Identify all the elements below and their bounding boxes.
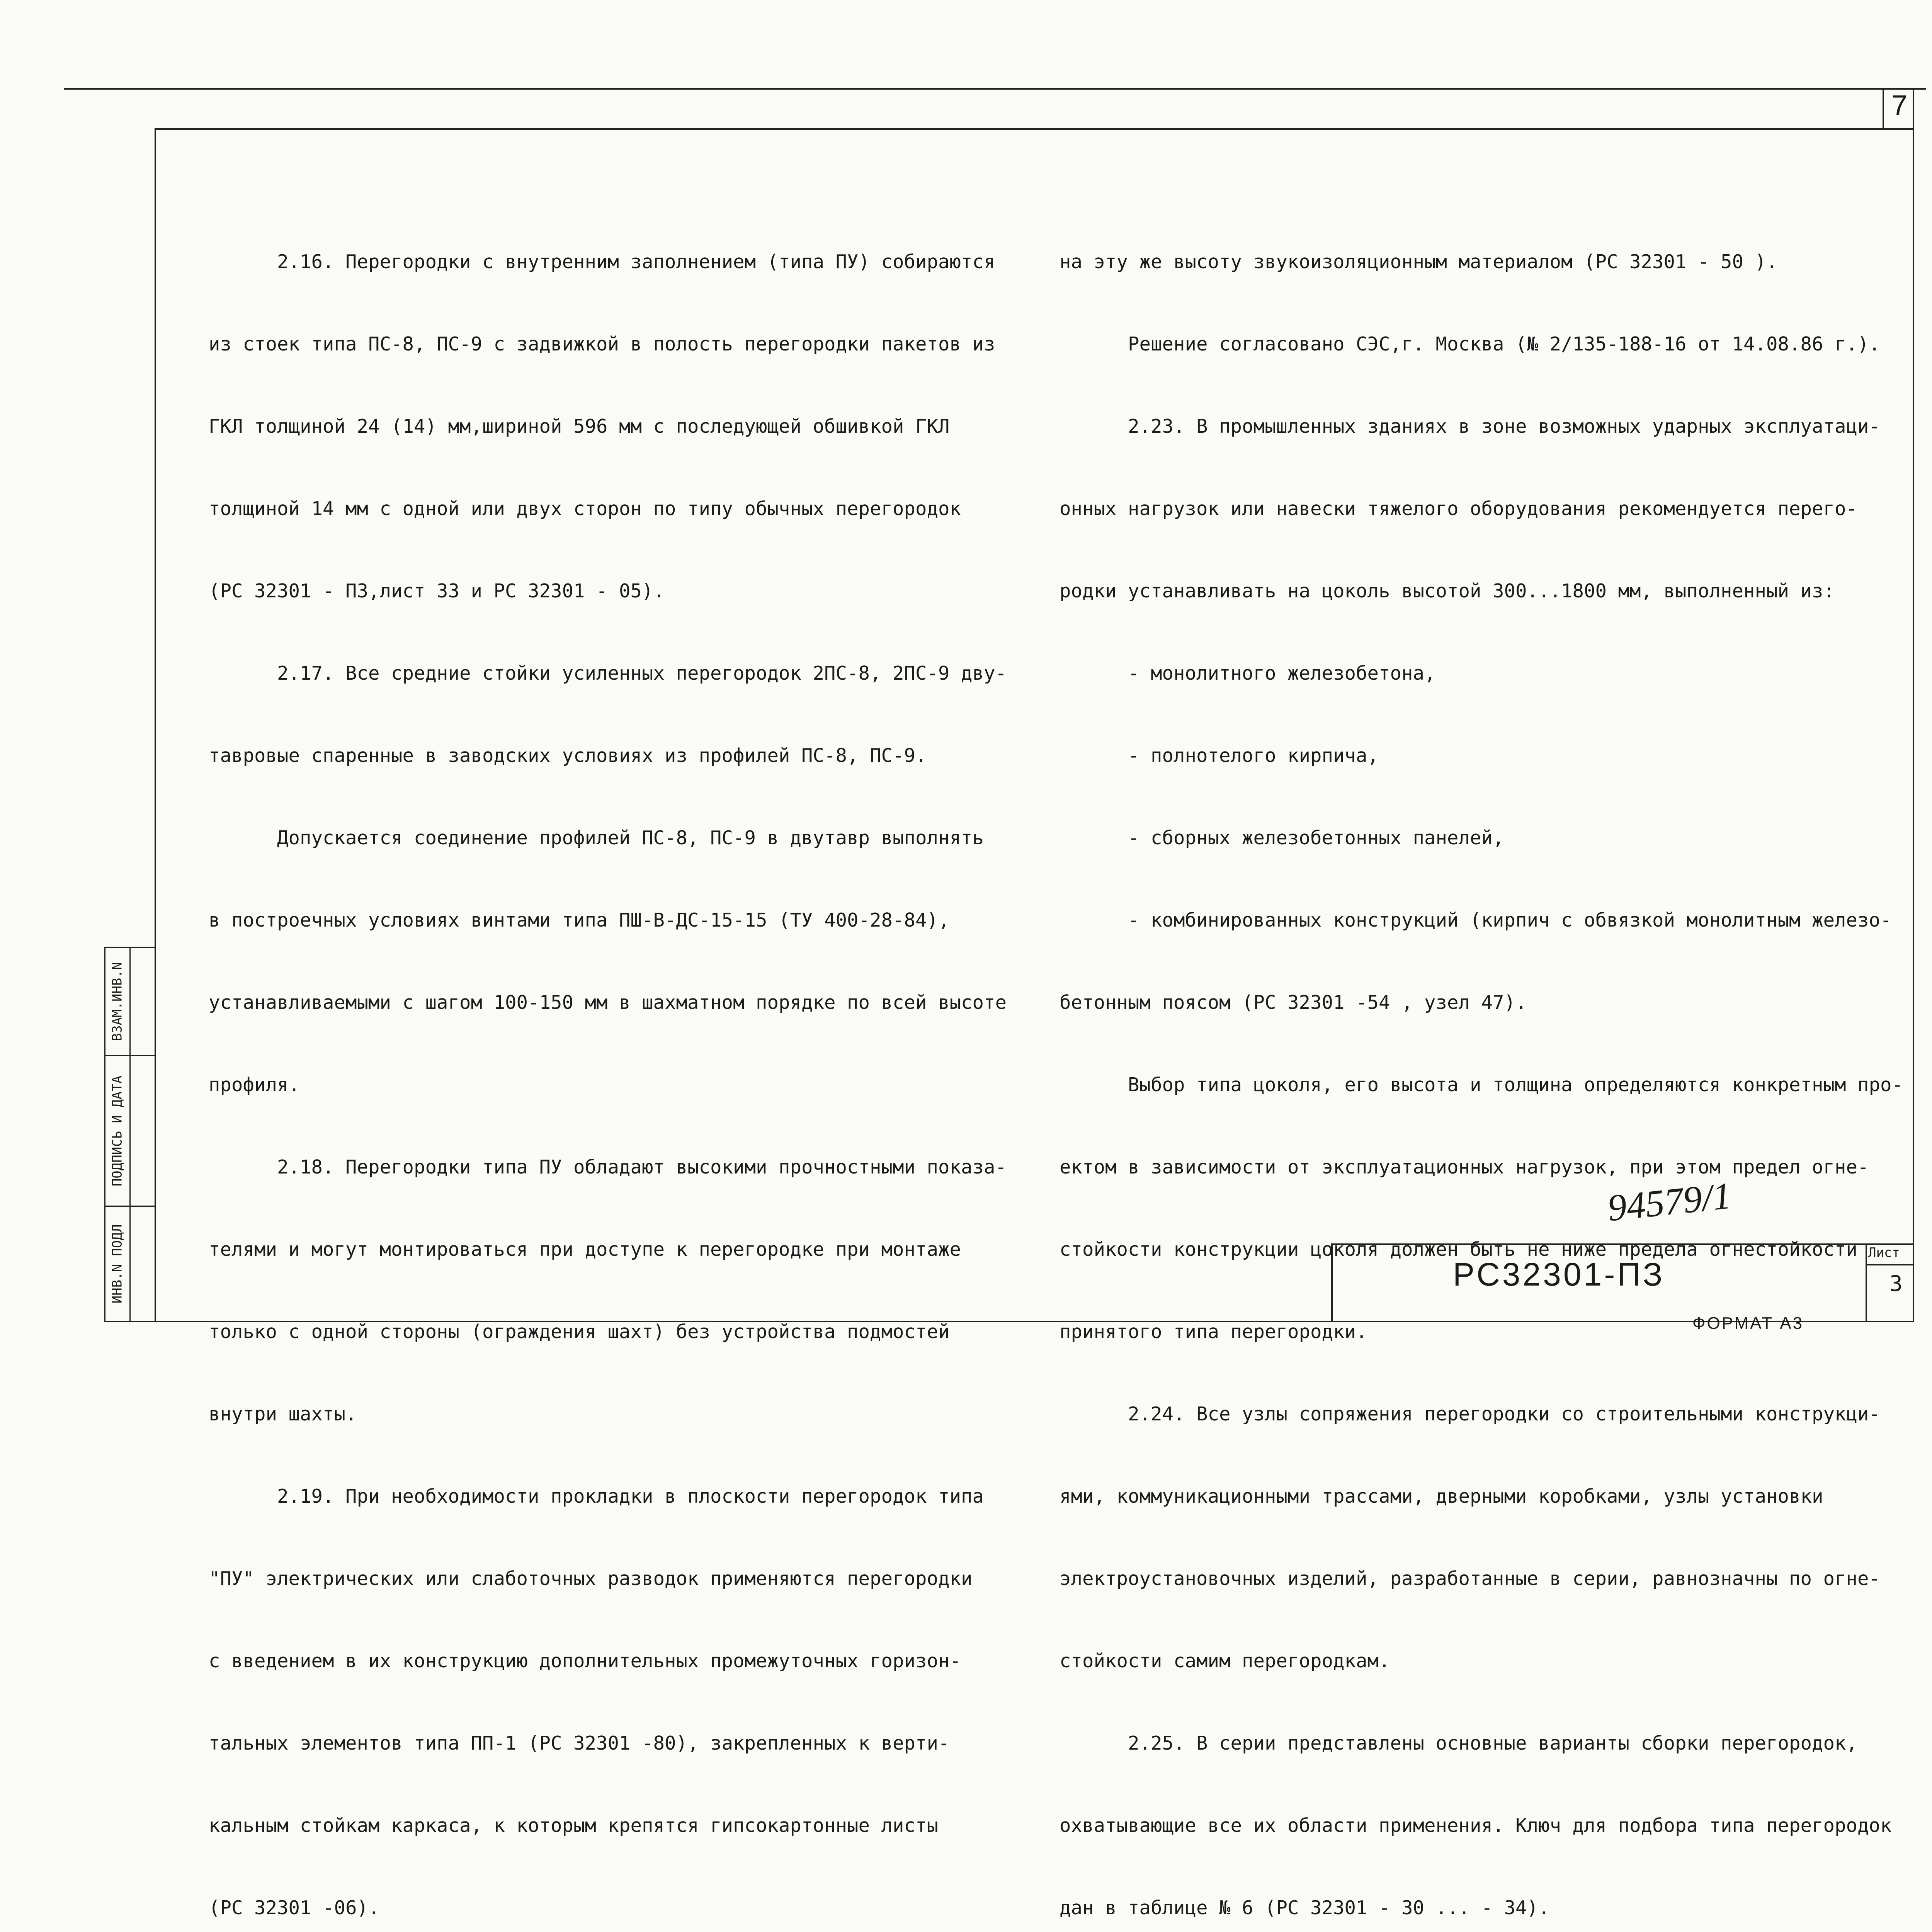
margin-label-replacement: ВЗАМ.ИНВ.N (109, 962, 125, 1041)
text-line: принятого типа перегородки. (1060, 1321, 1367, 1343)
inner-frame-top (155, 128, 1913, 130)
stamp-document-code: РС32301-ПЗ (1453, 1256, 1665, 1293)
text-line: 2.19. При необходимости прокладки в плоскости перегородок типа (209, 1485, 984, 1507)
handwritten-archive-number: 94579/1 (1605, 1175, 1733, 1230)
text-line: - монолитного железобетона, (1060, 662, 1436, 684)
text-line: Допускается соединение профилей ПС-8, ПС-9 в двутавр выполнять (209, 827, 984, 849)
text-line: тальных элементов типа ПП-1 (РС 32301 -80), закрепленных к верти- (209, 1732, 950, 1754)
text-line: устанавливаемыми с шагом 100-150 мм в шахматном порядке по всей высоте (209, 992, 1007, 1014)
text-line: 2.25. В серии представлены основные варианты сборки перегородок, (1060, 1732, 1858, 1754)
text-line: ГКЛ толщиной 24 (14) мм,шириной 596 мм с последующей обшивкой ГКЛ (209, 415, 950, 437)
text-line: 2.18. Перегородки типа ПУ обладают высокими прочностными показа- (209, 1156, 1007, 1178)
text-line: 2.17. Все средние стойки усиленных перегородок 2ПС-8, 2ПС-9 дву- (209, 662, 1007, 684)
right-column (1060, 193, 1910, 1932)
page-number: 7 (1891, 89, 1908, 121)
text-line: "ПУ" электрических или слаботочных разводок применяются перегородки (209, 1568, 973, 1590)
text-line: стойкости самим перегородкам. (1060, 1650, 1390, 1672)
text-line: только с одной стороны (ограждения шахт) без устройства подмостей (209, 1321, 950, 1343)
text-line: стойкости конструкции цоколя должен быть не ниже предела огнестойкости (1060, 1238, 1858, 1260)
text-line: 2.16. Перегородки с внутренним заполнением (типа ПУ) собираются (209, 251, 995, 273)
text-line: с введением в их конструкцию дополнительных промежуточных горизон- (209, 1650, 961, 1672)
text-line: дан в таблице № 6 (РС 32301 - 30 ... - 34). (1060, 1897, 1550, 1919)
text-line: Решение согласовано СЭС,г. Москва (№ 2/135-188-16 от 14.08.86 г.). (1060, 333, 1881, 355)
text-line: родки устанавливать на цоколь высотой 300...1800 мм, выполненный из: (1060, 580, 1835, 602)
stamp-sheet-label: Лист (1868, 1245, 1900, 1260)
text-line: кальным стойкам каркаса, к которым крепятся гипсокартонные листы (209, 1815, 939, 1837)
text-line: профиля. (209, 1074, 300, 1096)
margin-label-signature: ПОДПИСЬ И ДАТА (109, 1075, 125, 1186)
left-column (209, 193, 1012, 1932)
page-number-box-left (1883, 88, 1884, 128)
text-line: - комбинированных конструкций (кирпич с обвязкой монолитным железо- (1060, 909, 1892, 931)
text-line: (РС 32301 -06). (209, 1897, 380, 1919)
inner-frame-right (1913, 88, 1914, 1321)
text-line: 2.24. Все узлы сопряжения перегородки со строительными конструкци- (1060, 1403, 1881, 1425)
text-line: телями и могут монтироваться при доступе к перегородке при монтаже (209, 1238, 961, 1260)
text-line: на эту же высоту звукоизоляционным материалом (РС 32301 - 50 ). (1060, 251, 1778, 273)
text-line: онных нагрузок или навески тяжелого оборудования рекомендуется перего- (1060, 498, 1858, 520)
inner-frame-left (155, 128, 156, 1322)
text-line: ями, коммуникационными трассами, дверными коробками, узлы установки (1060, 1485, 1823, 1507)
stamp-sheet-number: 3 (1889, 1271, 1903, 1296)
text-line: внутри шахты. (209, 1403, 357, 1425)
outer-frame-top (64, 88, 1926, 90)
text-line: - сборных железобетонных панелей, (1060, 827, 1504, 849)
text-line: электроустановочных изделий, разработанные в серии, равнозначны по огне- (1060, 1568, 1881, 1590)
format-label: ФОРМАТ А3 (1692, 1314, 1804, 1333)
margin-strip-divider (129, 947, 131, 1321)
text-line: 2.23. В промышленных зданиях в зоне возможных ударных эксплуатаци- (1060, 415, 1881, 437)
text-line: тавровые спаренные в заводских условиях из профилей ПС-8, ПС-9. (209, 745, 927, 767)
text-line: - полнотелого кирпича, (1060, 745, 1379, 767)
text-line: толщиной 14 мм с одной или двух сторон по типу обычных перегородок (209, 498, 961, 520)
text-line: охватывающие все их области применения. Ключ для подбора типа перегородок (1060, 1815, 1892, 1837)
margin-label-inventory: ИНВ.N ПОДЛ (109, 1224, 125, 1303)
text-line: из стоек типа ПС-8, ПС-9 с задвижкой в полость перегородки пакетов из (209, 333, 995, 355)
text-line: Выбор типа цоколя, его высота и толщина определяются конкретным про- (1060, 1074, 1903, 1096)
text-line: в построечных условиях винтами типа ПШ-В-ДС-15-15 (ТУ 400-28-84), (209, 909, 950, 931)
text-line: (РС 32301 - ПЗ,лист 33 и РС 32301 - 05). (209, 580, 665, 602)
text-line: бетонным поясом (РС 32301 -54 , узел 47). (1060, 992, 1527, 1014)
text-line: ектом в зависимости от эксплуатационных нагрузок, при этом предел огне- (1060, 1156, 1869, 1178)
